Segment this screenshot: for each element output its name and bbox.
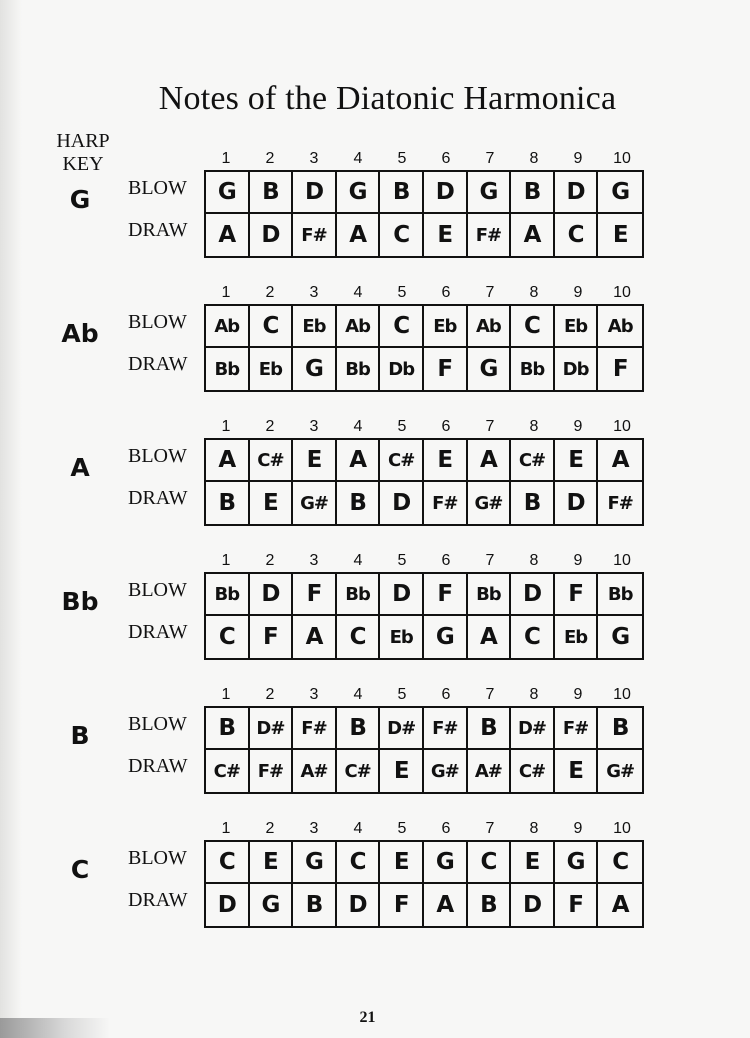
draw-note-cell: G — [250, 884, 294, 926]
hole-number: 5 — [397, 150, 407, 167]
blow-note-cell: F — [293, 574, 337, 616]
hole-number: 10 — [613, 150, 631, 167]
draw-note-cell: F# — [424, 482, 468, 524]
draw-note-cell: Eb — [250, 348, 294, 390]
hole-number: 5 — [397, 686, 407, 703]
blow-note-cell: G — [337, 172, 381, 214]
harp-key-label: Ab — [61, 319, 99, 348]
draw-note-cell: G — [293, 348, 337, 390]
draw-note-cell: A# — [468, 750, 512, 792]
draw-row-label: DRAW — [128, 755, 188, 777]
blow-note-cell: E — [380, 842, 424, 884]
blow-row-label: BLOW — [128, 579, 187, 601]
draw-note-cell: D — [250, 214, 294, 256]
note-table — [204, 438, 644, 526]
draw-note-cell: B — [206, 482, 250, 524]
draw-note-cell: A — [337, 214, 381, 256]
draw-note-cell: G# — [293, 482, 337, 524]
blow-note-cell: F# — [293, 708, 337, 750]
blow-note-cell: C — [598, 842, 642, 884]
draw-note-cell: F# — [250, 750, 294, 792]
hole-number: 7 — [485, 686, 495, 703]
draw-note-cell: D — [206, 884, 250, 926]
draw-note-cell: C# — [511, 750, 555, 792]
blow-note-cell: G — [555, 842, 599, 884]
harp-section-0 — [0, 150, 750, 280]
draw-note-cell: F — [380, 884, 424, 926]
blow-note-cell: B — [250, 172, 294, 214]
hole-number: 10 — [613, 686, 631, 703]
hole-number: 8 — [529, 284, 539, 301]
draw-note-cell: C# — [206, 750, 250, 792]
draw-note-cell: F — [424, 348, 468, 390]
hole-number: 6 — [441, 820, 451, 837]
hole-number: 4 — [353, 150, 363, 167]
draw-note-cell: E — [424, 214, 468, 256]
blow-note-cell: D — [424, 172, 468, 214]
blow-note-cell: D — [511, 574, 555, 616]
blow-note-cell: Eb — [555, 306, 599, 348]
hole-number: 9 — [573, 284, 583, 301]
blow-note-cell: D — [380, 574, 424, 616]
hole-number: 9 — [573, 418, 583, 435]
hole-number: 2 — [265, 418, 275, 435]
hole-number: 4 — [353, 418, 363, 435]
blow-note-cell: C — [337, 842, 381, 884]
blow-note-cell: Eb — [293, 306, 337, 348]
note-table — [204, 170, 644, 258]
hole-number: 6 — [441, 418, 451, 435]
blow-note-cell: C — [468, 842, 512, 884]
draw-note-cell: F — [612, 356, 628, 382]
harp-section-1 — [0, 284, 750, 414]
blow-note-cell: B — [337, 708, 381, 750]
draw-row-label: DRAW — [128, 487, 188, 509]
hole-number: 3 — [309, 418, 319, 435]
blow-row-label: BLOW — [128, 445, 187, 467]
hole-number: 3 — [309, 150, 319, 167]
blow-note-cell: D — [293, 172, 337, 214]
hole-number-row — [204, 418, 644, 438]
draw-note-cell: A — [424, 884, 468, 926]
draw-note-cell: Eb — [555, 616, 599, 658]
hole-number: 8 — [529, 552, 539, 569]
draw-row-label: DRAW — [128, 889, 188, 911]
draw-note-cell: G# — [424, 750, 468, 792]
hole-number: 6 — [441, 150, 451, 167]
draw-note-cell: G — [468, 348, 512, 390]
blow-note-cell: Eb — [424, 306, 468, 348]
hole-number: 2 — [265, 150, 275, 167]
draw-note-cell: Db — [555, 348, 599, 390]
blow-row-label: BLOW — [128, 847, 187, 869]
draw-note-cell: C# — [337, 750, 381, 792]
blow-note-cell: C — [511, 306, 555, 348]
draw-note-cell: G# — [468, 482, 512, 524]
blow-note-cell: Bb — [468, 574, 512, 616]
draw-note-cell: A — [206, 214, 250, 256]
draw-note-cell: A# — [293, 750, 337, 792]
note-table — [204, 706, 644, 794]
draw-note-cell: Bb — [511, 348, 555, 390]
hole-number-row — [204, 150, 644, 170]
blow-note-cell: F — [424, 574, 468, 616]
blow-note-cell: B — [511, 172, 555, 214]
hole-number: 8 — [529, 418, 539, 435]
hole-number: 10 — [613, 820, 631, 837]
harp-section-4 — [0, 686, 750, 816]
draw-note-cell: C — [337, 616, 381, 658]
draw-note-cell: A — [468, 616, 512, 658]
hole-number-row — [204, 284, 644, 304]
blow-note-cell: C# — [250, 440, 294, 482]
blow-note-cell: C — [250, 306, 294, 348]
blow-note-cell: E — [555, 440, 599, 482]
blow-note-cell: E — [250, 842, 294, 884]
hole-number: 5 — [397, 552, 407, 569]
blow-row-label: BLOW — [128, 177, 187, 199]
hole-number: 3 — [309, 686, 319, 703]
blow-note-cell: D — [250, 574, 294, 616]
harp-key-label: C — [70, 855, 90, 884]
blow-note-cell: G — [468, 172, 512, 214]
draw-note-cell: B — [511, 482, 555, 524]
hole-number: 3 — [309, 552, 319, 569]
blow-note-cell: G — [424, 842, 468, 884]
harp-key-label: B — [70, 721, 90, 750]
hole-number: 1 — [221, 552, 231, 569]
draw-note-cell: F# — [293, 214, 337, 256]
blow-note-cell: Bb — [337, 574, 381, 616]
draw-note-cell: C — [555, 214, 599, 256]
blow-row-label: BLOW — [128, 311, 187, 333]
draw-note-cell: D — [511, 884, 555, 926]
note-table — [204, 304, 644, 392]
draw-note-cell: C — [206, 616, 250, 658]
hole-number: 7 — [485, 418, 495, 435]
page-number: 21 — [359, 1009, 376, 1026]
blow-note-cell: Ab — [598, 306, 642, 348]
blow-note-cell: A — [598, 440, 642, 482]
blow-note-cell: C — [380, 306, 424, 348]
draw-row-label: DRAW — [128, 621, 188, 643]
blow-note-cell: B — [598, 708, 642, 750]
blow-note-cell: F# — [424, 708, 468, 750]
hole-number: 3 — [309, 820, 319, 837]
draw-note-cell: A — [611, 892, 629, 918]
hole-number: 10 — [613, 552, 631, 569]
hole-number: 8 — [529, 820, 539, 837]
blow-note-cell: B — [206, 708, 250, 750]
draw-note-cell: C — [511, 616, 555, 658]
hole-number: 9 — [573, 686, 583, 703]
hole-number: 9 — [573, 820, 583, 837]
draw-note-cell: E — [612, 222, 628, 248]
blow-note-cell: Ab — [468, 306, 512, 348]
draw-note-cell: D — [555, 482, 599, 524]
hole-number: 4 — [353, 552, 363, 569]
harp-key-header-line-1: HARP — [56, 130, 110, 152]
blow-note-cell: A — [468, 440, 512, 482]
blow-note-cell: B — [468, 708, 512, 750]
blow-note-cell: Ab — [206, 306, 250, 348]
draw-note-cell: Eb — [380, 616, 424, 658]
draw-note-cell: Db — [380, 348, 424, 390]
hole-number: 2 — [265, 552, 275, 569]
hole-number: 10 — [613, 418, 631, 435]
harp-section-2 — [0, 418, 750, 548]
hole-number: 10 — [613, 284, 631, 301]
blow-note-cell: E — [424, 440, 468, 482]
draw-note-cell: F — [250, 616, 294, 658]
blow-note-cell: A — [206, 440, 250, 482]
draw-note-cell: D — [337, 884, 381, 926]
blow-note-cell: D# — [250, 708, 294, 750]
hole-number: 1 — [221, 418, 231, 435]
hole-number: 7 — [485, 284, 495, 301]
note-table — [204, 840, 644, 928]
draw-note-cell: B — [293, 884, 337, 926]
blow-note-cell: G — [206, 172, 250, 214]
draw-row-label: DRAW — [128, 353, 188, 375]
blow-note-cell: Bb — [206, 574, 250, 616]
hole-number: 4 — [353, 284, 363, 301]
blow-note-cell: D# — [511, 708, 555, 750]
draw-note-cell: Bb — [206, 348, 250, 390]
hole-number: 8 — [529, 686, 539, 703]
hole-number: 2 — [265, 284, 275, 301]
draw-note-cell: B — [468, 884, 512, 926]
hole-number: 7 — [485, 150, 495, 167]
hole-number: 1 — [221, 150, 231, 167]
harp-section-5 — [0, 820, 750, 950]
draw-note-cell: C — [380, 214, 424, 256]
blow-note-cell: D — [555, 172, 599, 214]
hole-number: 1 — [221, 284, 231, 301]
harp-key-header-line-2: KEY — [62, 153, 104, 175]
blow-note-cell: F# — [555, 708, 599, 750]
hole-number: 6 — [441, 552, 451, 569]
hole-number: 5 — [397, 820, 407, 837]
hole-number: 6 — [441, 686, 451, 703]
blow-note-cell: Bb — [598, 574, 642, 616]
draw-note-cell: A — [293, 616, 337, 658]
harp-key-label: G — [69, 185, 91, 214]
hole-number: 7 — [485, 552, 495, 569]
hole-number: 7 — [485, 820, 495, 837]
hole-number: 4 — [353, 820, 363, 837]
blow-note-cell: B — [380, 172, 424, 214]
note-table — [204, 572, 644, 660]
draw-note-cell: E — [555, 750, 599, 792]
hole-number: 2 — [265, 820, 275, 837]
blow-note-cell: D# — [380, 708, 424, 750]
hole-number: 3 — [309, 284, 319, 301]
hole-number: 4 — [353, 686, 363, 703]
hole-number: 6 — [441, 284, 451, 301]
blow-note-cell: C# — [511, 440, 555, 482]
draw-note-cell: F# — [468, 214, 512, 256]
blow-note-cell: Ab — [337, 306, 381, 348]
hole-number-row — [204, 820, 644, 840]
blow-row-label: BLOW — [128, 713, 187, 735]
hole-number: 5 — [397, 284, 407, 301]
blow-note-cell: E — [511, 842, 555, 884]
draw-note-cell: F — [555, 884, 599, 926]
draw-note-cell: Bb — [337, 348, 381, 390]
draw-note-cell: F# — [607, 492, 633, 514]
harp-section-3 — [0, 552, 750, 682]
hole-number-row — [204, 686, 644, 706]
blow-note-cell: C# — [380, 440, 424, 482]
hole-number: 5 — [397, 418, 407, 435]
draw-row-label: DRAW — [128, 219, 188, 241]
hole-number-row — [204, 552, 644, 572]
draw-note-cell: E — [380, 750, 424, 792]
draw-note-cell: G# — [606, 760, 635, 782]
hole-number: 8 — [529, 150, 539, 167]
hole-number: 1 — [221, 686, 231, 703]
hole-number: 2 — [265, 686, 275, 703]
draw-note-cell: G — [424, 616, 468, 658]
blow-note-cell: C — [206, 842, 250, 884]
draw-note-cell: B — [337, 482, 381, 524]
blow-note-cell: G — [598, 172, 642, 214]
blow-note-cell: E — [293, 440, 337, 482]
blow-note-cell: F — [555, 574, 599, 616]
draw-note-cell: E — [250, 482, 294, 524]
draw-note-cell: D — [380, 482, 424, 524]
draw-note-cell: A — [511, 214, 555, 256]
harp-key-label: Bb — [61, 587, 99, 616]
harp-key-label: A — [70, 453, 90, 482]
draw-note-cell: G — [611, 624, 630, 650]
blow-note-cell: G — [293, 842, 337, 884]
page-title: Notes of the Diatonic Harmonica — [158, 80, 617, 117]
blow-note-cell: A — [337, 440, 381, 482]
hole-number: 9 — [573, 552, 583, 569]
hole-number: 9 — [573, 150, 583, 167]
hole-number: 1 — [221, 820, 231, 837]
